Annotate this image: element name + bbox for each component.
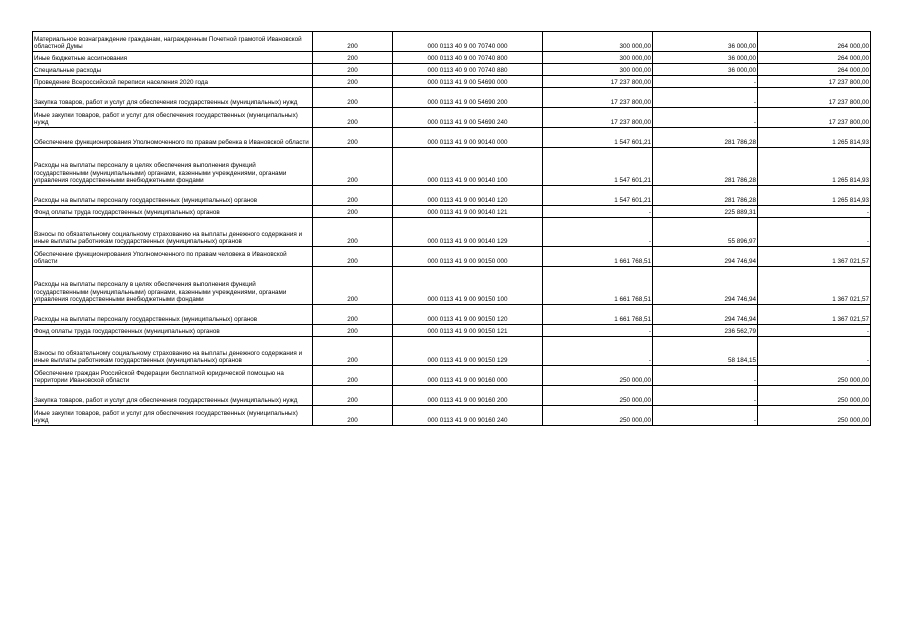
row-name-cell: Расходы на выплаты персоналу в целях обеспечения выполнения функций государственными (муниципальными) органами, казенными учреждениями, органами управления государственными внебюджетными фондами: [33, 267, 313, 305]
row-name-cell: Иные закупки товаров, работ и услуг для обеспечения государственных (муниципальных) нужд: [33, 108, 313, 128]
row-budget-code-cell: 000 0113 41 9 00 90150 000: [393, 247, 543, 267]
row-executed-amount-cell: -: [653, 386, 758, 406]
row-admin-code-cell: 200: [313, 76, 393, 88]
table-row: [33, 218, 871, 247]
row-executed-amount-cell: -: [653, 88, 758, 108]
row-planned-amount-cell: 250 000,00: [543, 406, 653, 426]
row-budget-code-cell: 000 0113 41 9 00 90150 120: [393, 305, 543, 325]
row-unexecuted-amount-cell: -: [758, 206, 871, 218]
row-name-cell: Взносы по обязательному социальному страхованию на выплаты денежного содержания и иные выплаты работникам государственных (муниципальных) органов: [33, 337, 313, 366]
row-planned-amount-cell: 1 661 768,51: [543, 267, 653, 305]
row-name-cell: Обеспечение функционирования Уполномоченного по правам человека в Ивановской области: [33, 247, 313, 267]
row-unexecuted-amount-cell: -: [758, 325, 871, 337]
table-row: [33, 32, 871, 52]
budget-table-sheet: [32, 31, 870, 426]
row-budget-code-cell: 000 0113 41 9 00 90160 240: [393, 406, 543, 426]
row-unexecuted-amount-cell: 1 265 814,93: [758, 128, 871, 148]
row-planned-amount-cell: 1 661 768,51: [543, 247, 653, 267]
row-unexecuted-amount-cell: 250 000,00: [758, 366, 871, 386]
row-budget-code-cell: 000 0113 40 9 00 70740 800: [393, 52, 543, 64]
row-budget-code-cell: 000 0113 41 9 00 90160 000: [393, 366, 543, 386]
row-admin-code-cell: 200: [313, 337, 393, 366]
row-admin-code-cell: 200: [313, 305, 393, 325]
row-admin-code-cell: 200: [313, 128, 393, 148]
table-row: [33, 325, 871, 337]
row-unexecuted-amount-cell: 1 265 814,93: [758, 148, 871, 186]
table-row: [33, 406, 871, 426]
row-name-cell: Закупка товаров, работ и услуг для обеспечения государственных (муниципальных) нужд: [33, 88, 313, 108]
row-budget-code-cell: 000 0113 41 9 00 90140 120: [393, 186, 543, 206]
row-admin-code-cell: 200: [313, 247, 393, 267]
row-budget-code-cell: 000 0113 41 9 00 54690 000: [393, 76, 543, 88]
row-budget-code-cell: 000 0113 41 9 00 90140 100: [393, 148, 543, 186]
row-planned-amount-cell: -: [543, 325, 653, 337]
row-unexecuted-amount-cell: -: [758, 218, 871, 247]
row-name-cell: Расходы на выплаты персоналу в целях обеспечения выполнения функций государственными (муниципальными) органами, казенными учреждениями, органами управления государственными внебюджетными фондами: [33, 148, 313, 186]
row-name-cell: Иные бюджетные ассигнования: [33, 52, 313, 64]
table-row: [33, 128, 871, 148]
row-planned-amount-cell: 1 661 768,51: [543, 305, 653, 325]
row-executed-amount-cell: 281 786,28: [653, 148, 758, 186]
row-executed-amount-cell: 55 896,97: [653, 218, 758, 247]
row-executed-amount-cell: 281 786,28: [653, 128, 758, 148]
table-body: [33, 32, 871, 426]
table-row: [33, 186, 871, 206]
row-executed-amount-cell: -: [653, 76, 758, 88]
row-name-cell: Закупка товаров, работ и услуг для обеспечения государственных (муниципальных) нужд: [33, 386, 313, 406]
row-unexecuted-amount-cell: 250 000,00: [758, 386, 871, 406]
row-budget-code-cell: 000 0113 41 9 00 90140 129: [393, 218, 543, 247]
table-row: [33, 386, 871, 406]
row-unexecuted-amount-cell: 264 000,00: [758, 64, 871, 76]
table-row: [33, 206, 871, 218]
row-executed-amount-cell: -: [653, 108, 758, 128]
row-name-cell: Расходы на выплаты персоналу государственных (муниципальных) органов: [33, 305, 313, 325]
row-name-cell: Обеспечение функционирования Уполномоченного по правам ребенка в Ивановской области: [33, 128, 313, 148]
row-executed-amount-cell: 225 889,31: [653, 206, 758, 218]
row-executed-amount-cell: 294 746,94: [653, 267, 758, 305]
row-budget-code-cell: 000 0113 41 9 00 90150 100: [393, 267, 543, 305]
row-planned-amount-cell: 1 547 601,21: [543, 186, 653, 206]
row-executed-amount-cell: 58 184,15: [653, 337, 758, 366]
row-executed-amount-cell: 36 000,00: [653, 52, 758, 64]
table-row: [33, 148, 871, 186]
row-admin-code-cell: 200: [313, 52, 393, 64]
row-unexecuted-amount-cell: 1 367 021,57: [758, 305, 871, 325]
table-row: [33, 76, 871, 88]
row-name-cell: Фонд оплаты труда государственных (муниципальных) органов: [33, 206, 313, 218]
row-executed-amount-cell: 36 000,00: [653, 32, 758, 52]
row-admin-code-cell: 200: [313, 186, 393, 206]
row-budget-code-cell: 000 0113 41 9 00 90160 200: [393, 386, 543, 406]
row-unexecuted-amount-cell: 17 237 800,00: [758, 108, 871, 128]
table-row: [33, 337, 871, 366]
row-planned-amount-cell: 250 000,00: [543, 386, 653, 406]
row-unexecuted-amount-cell: 250 000,00: [758, 406, 871, 426]
row-planned-amount-cell: 300 000,00: [543, 52, 653, 64]
row-planned-amount-cell: -: [543, 206, 653, 218]
row-admin-code-cell: 200: [313, 325, 393, 337]
row-executed-amount-cell: -: [653, 366, 758, 386]
row-budget-code-cell: 000 0113 40 9 00 70740 880: [393, 64, 543, 76]
row-admin-code-cell: 200: [313, 386, 393, 406]
row-unexecuted-amount-cell: 1 367 021,57: [758, 247, 871, 267]
row-budget-code-cell: 000 0113 40 9 00 70740 000: [393, 32, 543, 52]
row-planned-amount-cell: -: [543, 337, 653, 366]
row-unexecuted-amount-cell: 1 367 021,57: [758, 267, 871, 305]
row-executed-amount-cell: 294 746,94: [653, 247, 758, 267]
row-executed-amount-cell: 281 786,28: [653, 186, 758, 206]
row-planned-amount-cell: 17 237 800,00: [543, 76, 653, 88]
row-planned-amount-cell: 17 237 800,00: [543, 108, 653, 128]
row-budget-code-cell: 000 0113 41 9 00 54690 240: [393, 108, 543, 128]
table-row: [33, 108, 871, 128]
row-budget-code-cell: 000 0113 41 9 00 90150 129: [393, 337, 543, 366]
row-name-cell: Специальные расходы: [33, 64, 313, 76]
table-row: [33, 52, 871, 64]
row-name-cell: Проведение Всероссийской переписи населения 2020 года: [33, 76, 313, 88]
table-row: [33, 366, 871, 386]
row-admin-code-cell: 200: [313, 267, 393, 305]
table-row: [33, 247, 871, 267]
row-planned-amount-cell: 300 000,00: [543, 64, 653, 76]
row-budget-code-cell: 000 0113 41 9 00 90140 121: [393, 206, 543, 218]
budget-execution-table: [32, 31, 871, 426]
row-unexecuted-amount-cell: 1 265 814,93: [758, 186, 871, 206]
row-admin-code-cell: 200: [313, 88, 393, 108]
row-name-cell: Расходы на выплаты персоналу государственных (муниципальных) органов: [33, 186, 313, 206]
row-unexecuted-amount-cell: -: [758, 337, 871, 366]
row-unexecuted-amount-cell: 264 000,00: [758, 32, 871, 52]
row-admin-code-cell: 200: [313, 64, 393, 76]
row-planned-amount-cell: 300 000,00: [543, 32, 653, 52]
row-admin-code-cell: 200: [313, 108, 393, 128]
row-planned-amount-cell: -: [543, 218, 653, 247]
row-name-cell: Фонд оплаты труда государственных (муниципальных) органов: [33, 325, 313, 337]
row-admin-code-cell: 200: [313, 206, 393, 218]
table-row: [33, 305, 871, 325]
row-unexecuted-amount-cell: 17 237 800,00: [758, 88, 871, 108]
table-row: [33, 64, 871, 76]
row-name-cell: Обеспечение граждан Российской Федерации бесплатной юридической помощью на территории Ивановской области: [33, 366, 313, 386]
row-admin-code-cell: 200: [313, 32, 393, 52]
row-name-cell: Иные закупки товаров, работ и услуг для обеспечения государственных (муниципальных) нужд: [33, 406, 313, 426]
row-admin-code-cell: 200: [313, 406, 393, 426]
row-executed-amount-cell: 236 562,79: [653, 325, 758, 337]
row-budget-code-cell: 000 0113 41 9 00 54690 200: [393, 88, 543, 108]
row-budget-code-cell: 000 0113 41 9 00 90150 121: [393, 325, 543, 337]
row-budget-code-cell: 000 0113 41 9 00 90140 000: [393, 128, 543, 148]
row-executed-amount-cell: 36 000,00: [653, 64, 758, 76]
row-unexecuted-amount-cell: 264 000,00: [758, 52, 871, 64]
row-planned-amount-cell: 17 237 800,00: [543, 88, 653, 108]
row-planned-amount-cell: 250 000,00: [543, 366, 653, 386]
row-admin-code-cell: 200: [313, 148, 393, 186]
table-row: [33, 88, 871, 108]
row-planned-amount-cell: 1 547 601,21: [543, 148, 653, 186]
row-name-cell: Взносы по обязательному социальному страхованию на выплаты денежного содержания и иные выплаты работникам государственных (муниципальных) органов: [33, 218, 313, 247]
table-row: [33, 267, 871, 305]
row-name-cell: Материальное вознаграждение гражданам, награжденным Почетной грамотой Ивановской областной Думы: [33, 32, 313, 52]
row-executed-amount-cell: 294 746,94: [653, 305, 758, 325]
row-unexecuted-amount-cell: 17 237 800,00: [758, 76, 871, 88]
row-planned-amount-cell: 1 547 601,21: [543, 128, 653, 148]
row-executed-amount-cell: -: [653, 406, 758, 426]
row-admin-code-cell: 200: [313, 366, 393, 386]
row-admin-code-cell: 200: [313, 218, 393, 247]
